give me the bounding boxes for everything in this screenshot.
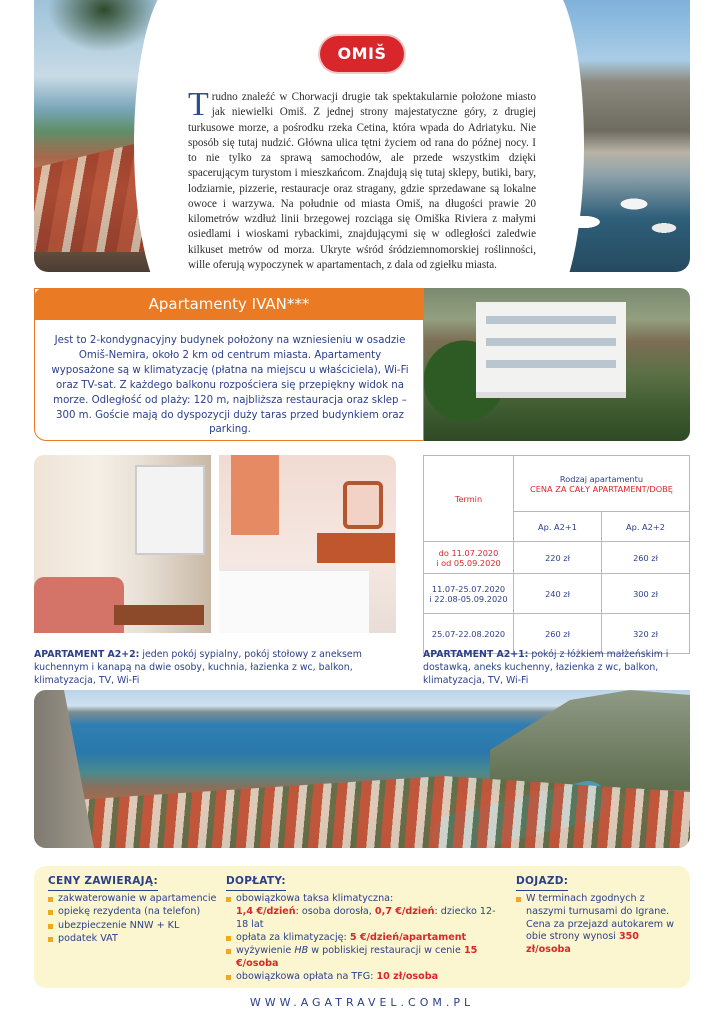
surcharge-meals-hb: HB [294,945,309,957]
term-header: Termin [424,456,514,542]
price-includes-title: CENY ZAWIERAJĄ: [48,875,158,887]
transport-text: W terminach zgodnych z naszymi turnusami do Igrane. Cena za przejazd autokarem w obie strony wynosi [526,893,675,943]
omis-harbor-photo [544,0,690,272]
price-includes-list [48,893,228,946]
apartment-a21-description [423,648,690,688]
term-line: 11.07-25.07.2020 [431,583,506,594]
surcharges-list [226,893,504,985]
climate-tax-child: 0,7 €/dzień [374,905,435,917]
term-line: do 11.07.2020 [438,547,499,558]
surcharge-ac-price: 5 €/dzień/apartament [349,931,467,943]
list-item: zakwaterowanie w apartamencie [48,893,228,906]
price-cell: 240 zł [514,574,602,614]
omis-old-town-photo [34,0,184,272]
price-cell: 300 zł [601,574,689,614]
surcharge-meals-price: 15 €/osoba [236,945,478,969]
list-item [226,932,504,945]
surcharges-title: DOPŁATY: [226,875,286,887]
a22-label: APARTAMENT A2+2: [34,649,140,660]
page-title: OMIŠ [320,36,404,72]
surcharge-tfg-text: obowiązkowa opłata na TFG: [236,971,377,983]
apartment-a22-description [34,648,394,688]
price-table [423,455,690,654]
price-cell: 260 zł [514,614,602,654]
apartment-type-header [514,456,690,512]
transport-title: DOJAZD: [516,875,569,887]
intro-dropcap: T [188,86,209,123]
apartment-description: Jest to 2-kondygnacyjny budynek położony na wzniesieniu w osadzie Omiš-Nemira, około 2 km od centrum miasta. Apartamenty wyposażone są w klimatyzację (płatna na miejscu u właściciela), Wi-Fi oraz TV-sat. Z każdego balkonu rozpościera się przepiękny widok na morze. Odległość od plaży: 120 m, najbliższa restauracja oraz sklep – 300 m. Goście mają do dyspozycji duży taras przed budynkiem oraz parking. [51,335,409,436]
a22-text: jeden pokój sypialny, pokój stołowy z aneksem kuchennym i kanapą na dwie osoby, kuchnia, łazienka z wc, balkon, klimatyzacja, TV, Wi-Fi [34,649,362,687]
surcharge-climate-tax: obowiązkowa taksa klimatyczna: [236,893,394,904]
climate-tax-adult: 1,4 €/dzień [236,905,296,917]
kitchen-living-room-photo [34,455,211,633]
a21-label: APARTAMENT A2+1: [423,649,529,660]
surcharge-meals-text: wyżywienie [236,945,295,957]
list-item [516,893,682,957]
transport-price: 350 zł/osoba [526,931,639,956]
price-cell: 320 zł [601,614,689,654]
list-item [226,971,504,984]
surcharge-tfg-price: 10 zł/osoba [376,971,439,983]
list-item: ubezpieczenie NNW + KL [48,920,228,933]
transport-list [516,893,682,957]
list-item [226,893,504,931]
climate-tax-adult-text: : osoba dorosła, [295,905,375,917]
type-header-text: Rodzaj apartamentu [559,473,644,484]
climate-tax-child-text: : dziecko 12-18 lat [236,905,496,930]
list-item: podatek VAT [48,933,228,946]
omis-panorama-photo [34,690,690,848]
term-line: i 22.08-05.09.2020 [429,593,508,604]
col-a21-header: Ap. A2+1 [514,512,602,542]
intro-text: rudno znaleźć w Chorwacji drugie tak spektakularnie położone miasto jak niewielki Omiš. Z jednej strony majestatyczne góry, z drugiej turkusowe morze, a pośrodku rzeka Cetina, która wpada do Adriatyku. Nie sposób się tutaj nudzić. Główna ulica tętni życiem od rana do późnej nocy. I to nie tylko za sprawą samochodów, ale przede wszystkim dzięki spacerującym turystom i mieszkańcom. Znajdują się tutaj sklepy, butiki, bary, lodziarnie, pizzerie, restauracje oraz stragany, gdzie sprzedawane są lokalne owoce i warzywa. Na południe od miasta Omiš, na długości prawie 20 kilometrów wzdłuż linii brzegowej rozciąga się Omiška Riviera z małymi osiedlami i wioskami rybackimi, znajdującymi się w odległości zaledwie kilkuset metrów od morza. Ukryte wśród śródziemnomorskiej roślinności, wille oferują wypoczynek w apartamentach, z dala od zgiełku miasta. [188,91,536,271]
intro-paragraph [188,86,536,273]
table-row-term [424,574,514,614]
apartment-building-photo [424,288,690,441]
surcharge-ac-text: opłata za klimatyzację: [236,931,350,943]
price-per-day-header: CENA ZA CAŁY APARTAMENT/DOBĘ [530,483,673,494]
table-row-term: 25.07-22.08.2020 [424,614,514,654]
table-row-term [424,542,514,574]
price-cell: 260 zł [601,542,689,574]
bedroom-photo [219,455,396,633]
apartment-header: Apartamenty IVAN*** [34,288,424,320]
term-line: i od 05.09.2020 [436,557,501,568]
col-a22-header: Ap. A2+2 [601,512,689,542]
list-item: opiekę rezydenta (na telefon) [48,906,228,919]
website-url[interactable]: WWW.AGATRAVEL.COM.PL [249,996,475,1009]
a21-text: pokój z łóżkiem małżeńskim i dostawką, aneks kuchenny, łazienka z wc, balkon, klimatyzacja, TV, Wi-Fi [423,649,669,687]
list-item [226,945,504,971]
surcharge-meals-text2: w pobliskiej restauracji w cenie [308,945,464,957]
price-cell: 220 zł [514,542,602,574]
